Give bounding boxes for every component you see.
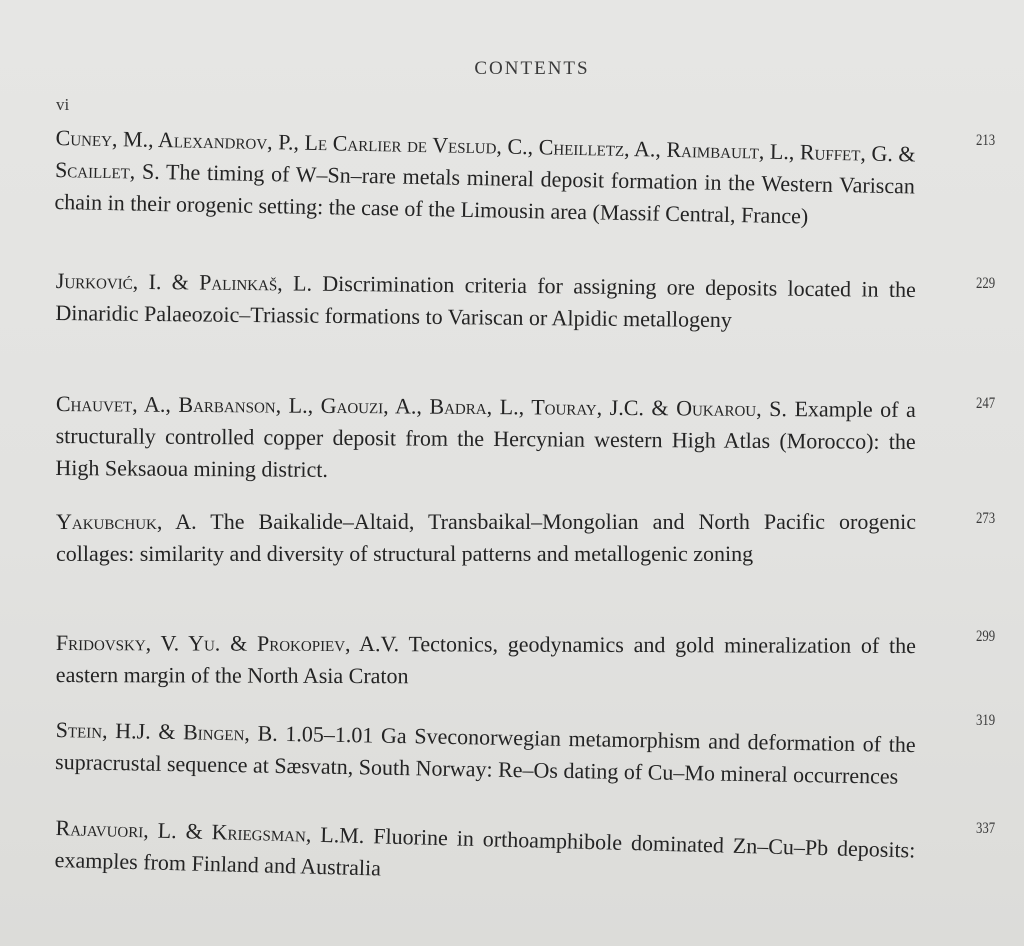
contents-entry bbox=[55, 388, 916, 490]
entry-title: The timing of W–Sn–rare metals mineral deposit formation in the Western Variscan chain in their orogenic setting: the case of the Limousin area (Massif Central, France) bbox=[54, 159, 916, 229]
entry-authors: Fridovsky, V. Yu. & Prokopiev, A.V. bbox=[55, 630, 400, 657]
contents-entry bbox=[54, 812, 915, 898]
entry-authors: Yakubchuk, A. bbox=[56, 509, 197, 534]
entry-authors: Rajavuori, L. & Kriegsman, L.M. bbox=[55, 814, 365, 849]
entry-authors: Chauvet, A., Barbanson, L., Gaouzi, A., Badra, L., Touray, J.C. & Oukarou, S. bbox=[55, 390, 788, 422]
entry-title: Example of a structurally controlled copper deposit from the Hercynian western High Atlas (Morocco): the High Seksaoua mining district. bbox=[55, 396, 916, 482]
entry-authors: Stein, H.J. & Bingen, B. bbox=[55, 716, 278, 746]
contents-entry bbox=[54, 122, 916, 234]
entry-title: Tectonics, geodynamics and gold mineralization of the eastern margin of the North Asia Craton bbox=[55, 631, 916, 689]
entry-page-number: 337 bbox=[976, 820, 996, 837]
contents-entry bbox=[55, 714, 916, 793]
entry-authors: Cuney, M., Alexandrov, P., Le Carlier de Veslud, C., Cheilletz, A., Raimbault, L., Ruffet, G. & Scaillet, S. bbox=[54, 124, 916, 184]
entry-title: The Baikalide–Altaid, Transbaikal–Mongolian and North Pacific orogenic collages: similarity and diversity of structural patterns and metallogenic zoning bbox=[56, 509, 916, 566]
entry-page-number: 229 bbox=[976, 275, 996, 292]
entry-page-number: 273 bbox=[976, 510, 996, 527]
contents-entry bbox=[56, 506, 916, 570]
contents-entry bbox=[56, 627, 916, 694]
entry-page-number: 213 bbox=[976, 132, 996, 149]
page-folio: vi bbox=[56, 95, 70, 114]
entry-title: Discrimination criteria for assigning ore deposits located in the Dinaridic Palaeozoic–Triassic formations to Variscan or Alpidic metallogeny bbox=[55, 270, 916, 333]
entry-page-number: 319 bbox=[976, 712, 996, 729]
entry-title: Fluorine in orthoamphibole dominated Zn–Cu–Pb deposits: examples from Finland and Australia bbox=[54, 823, 916, 881]
contents-heading: CONTENTS bbox=[474, 58, 590, 79]
entry-title: 1.05–1.01 Ga Sveconorwegian metamorphism and deformation of the supracrustal sequence at Sæsvatn, South Norway: Re–Os dating of Cu–Mo mineral occurrences bbox=[54, 721, 916, 789]
entry-authors: Jurković, I. & Palinkaš, L. bbox=[55, 267, 313, 296]
entry-page-number: 247 bbox=[976, 395, 996, 412]
contents-entry bbox=[55, 265, 916, 338]
entry-page-number: 299 bbox=[976, 628, 996, 645]
